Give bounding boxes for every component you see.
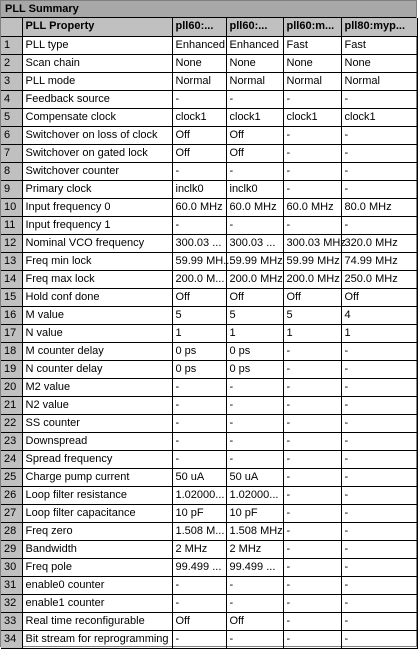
row-number[interactable]: 14	[1, 270, 22, 288]
pll1-value[interactable]: 300.03 ...	[172, 234, 226, 252]
pll2-value[interactable]: -	[226, 576, 283, 594]
table-row[interactable]	[1, 504, 417, 522]
pll4-value[interactable]: -	[341, 144, 417, 162]
pll3-value[interactable]: -	[283, 180, 341, 198]
property-name[interactable]: Spread frequency	[22, 450, 172, 468]
pll1-value[interactable]: 0 ps	[172, 342, 226, 360]
pll3-value[interactable]: 60.0 MHz	[283, 198, 341, 216]
pll2-value[interactable]: 0 ps	[226, 342, 283, 360]
pll1-value[interactable]: -	[172, 414, 226, 432]
pll4-value[interactable]: -	[341, 558, 417, 576]
table-row[interactable]	[1, 270, 417, 288]
column-header-pll1[interactable]: pll60:...	[172, 18, 226, 36]
pll4-value[interactable]: -	[341, 378, 417, 396]
pll2-value[interactable]: 10 pF	[226, 504, 283, 522]
pll3-value[interactable]: None	[283, 54, 341, 72]
pll2-value[interactable]: -	[226, 432, 283, 450]
property-name[interactable]: M counter delay	[22, 342, 172, 360]
pll1-value[interactable]: Off	[172, 126, 226, 144]
row-number[interactable]: 9	[1, 180, 22, 198]
pll2-value[interactable]: 200.0 MHz	[226, 270, 283, 288]
property-name[interactable]: enable0 counter	[22, 576, 172, 594]
pll4-value[interactable]: -	[341, 162, 417, 180]
property-name[interactable]: PLL type	[22, 36, 172, 54]
property-name[interactable]: SS counter	[22, 414, 172, 432]
table-row[interactable]	[1, 594, 417, 612]
pll1-value[interactable]: -	[172, 594, 226, 612]
pll2-value[interactable]: 50 uA	[226, 468, 283, 486]
table-row[interactable]	[1, 360, 417, 378]
row-number[interactable]: 25	[1, 468, 22, 486]
row-number[interactable]: 1	[1, 36, 22, 54]
pll3-value[interactable]: -	[283, 162, 341, 180]
pll2-value[interactable]: 1.02000...	[226, 486, 283, 504]
pll1-value[interactable]: -	[172, 216, 226, 234]
pll1-value[interactable]: -	[172, 90, 226, 108]
pll4-value[interactable]: -	[341, 468, 417, 486]
pll2-value[interactable]: clock1	[226, 108, 283, 126]
pll4-value[interactable]: Off	[341, 288, 417, 306]
pll3-value[interactable]: -	[283, 342, 341, 360]
pll2-value[interactable]: 1	[226, 324, 283, 342]
pll1-value[interactable]: -	[172, 450, 226, 468]
pll4-value[interactable]: None	[341, 54, 417, 72]
pll1-value[interactable]: 5	[172, 306, 226, 324]
row-number[interactable]: 19	[1, 360, 22, 378]
pll4-value[interactable]: 1	[341, 324, 417, 342]
pll1-value[interactable]: Enhanced	[172, 36, 226, 54]
row-number[interactable]: 7	[1, 144, 22, 162]
property-name[interactable]: Input frequency 1	[22, 216, 172, 234]
pll3-value[interactable]: -	[283, 432, 341, 450]
row-number[interactable]: 22	[1, 414, 22, 432]
pll2-value[interactable]: -	[226, 378, 283, 396]
pll3-value[interactable]: -	[283, 612, 341, 630]
pll4-value[interactable]: -	[341, 630, 417, 648]
pll2-value[interactable]: Off	[226, 144, 283, 162]
property-name[interactable]: Switchover counter	[22, 162, 172, 180]
pll1-value[interactable]: 200.0 M...	[172, 270, 226, 288]
row-number[interactable]: 33	[1, 612, 22, 630]
row-number[interactable]: 5	[1, 108, 22, 126]
pll3-value[interactable]: 200.0 MHz	[283, 270, 341, 288]
property-name[interactable]: Compensate clock	[22, 108, 172, 126]
row-number[interactable]: 34	[1, 630, 22, 648]
table-row[interactable]	[1, 144, 417, 162]
column-header-pll3[interactable]: pll60:m...	[283, 18, 341, 36]
pll1-value[interactable]: 60.0 MHz	[172, 198, 226, 216]
corner-header[interactable]	[1, 18, 22, 36]
pll2-value[interactable]: 99.499 ...	[226, 558, 283, 576]
pll2-value[interactable]: -	[226, 162, 283, 180]
pll4-value[interactable]: -	[341, 522, 417, 540]
table-row[interactable]	[1, 54, 417, 72]
row-number[interactable]: 8	[1, 162, 22, 180]
table-row[interactable]	[1, 324, 417, 342]
pll4-value[interactable]: -	[341, 594, 417, 612]
column-header-pll2[interactable]: pll60:...	[226, 18, 283, 36]
property-name[interactable]: Bit stream for reprogramming	[22, 630, 172, 648]
pll1-value[interactable]: 0 ps	[172, 360, 226, 378]
table-row[interactable]	[1, 108, 417, 126]
pll2-value[interactable]: Enhanced	[226, 36, 283, 54]
property-name[interactable]: Freq min lock	[22, 252, 172, 270]
table-row[interactable]	[1, 450, 417, 468]
row-number[interactable]: 27	[1, 504, 22, 522]
pll3-value[interactable]: -	[283, 378, 341, 396]
pll1-value[interactable]: 59.99 MH...	[172, 252, 226, 270]
panel-title: PLL Summary	[1, 1, 416, 18]
pll2-value[interactable]: 1.508 MHz	[226, 522, 283, 540]
pll4-value[interactable]: 4	[341, 306, 417, 324]
pll4-value[interactable]: -	[341, 576, 417, 594]
pll2-value[interactable]: Normal	[226, 72, 283, 90]
pll1-value[interactable]: Normal	[172, 72, 226, 90]
row-number[interactable]: 4	[1, 90, 22, 108]
property-name[interactable]: M value	[22, 306, 172, 324]
pll3-value[interactable]: 300.03 MHz	[283, 234, 341, 252]
table-row[interactable]	[1, 72, 417, 90]
pll3-value[interactable]: -	[283, 414, 341, 432]
pll3-value[interactable]: -	[283, 576, 341, 594]
row-number[interactable]: 6	[1, 126, 22, 144]
pll3-value[interactable]: -	[283, 360, 341, 378]
pll4-value[interactable]: -	[341, 612, 417, 630]
pll3-value[interactable]: -	[283, 486, 341, 504]
table-row[interactable]	[1, 486, 417, 504]
table-row[interactable]	[1, 576, 417, 594]
pll1-value[interactable]: 10 pF	[172, 504, 226, 522]
pll3-value[interactable]: -	[283, 540, 341, 558]
column-header-pll4[interactable]: pll80:myp...	[341, 18, 417, 36]
row-number[interactable]: 11	[1, 216, 22, 234]
table-row[interactable]	[1, 180, 417, 198]
table-row[interactable]	[1, 630, 417, 648]
property-name[interactable]: Input frequency 0	[22, 198, 172, 216]
pll4-value[interactable]: 320.0 MHz	[341, 234, 417, 252]
pll2-value[interactable]: Off	[226, 126, 283, 144]
row-number[interactable]: 16	[1, 306, 22, 324]
pll1-value[interactable]: 1.508 M...	[172, 522, 226, 540]
table-row[interactable]	[1, 396, 417, 414]
pll1-value[interactable]: 1	[172, 324, 226, 342]
pll3-value[interactable]: Off	[283, 288, 341, 306]
pll1-value[interactable]: 2 MHz	[172, 540, 226, 558]
property-name[interactable]: Charge pump current	[22, 468, 172, 486]
row-number[interactable]: 29	[1, 540, 22, 558]
property-name[interactable]: Freq zero	[22, 522, 172, 540]
pll3-value[interactable]: -	[283, 468, 341, 486]
pll3-value[interactable]: -	[283, 216, 341, 234]
pll3-value[interactable]: -	[283, 522, 341, 540]
row-number[interactable]: 30	[1, 558, 22, 576]
property-name[interactable]: Switchover on gated lock	[22, 144, 172, 162]
pll3-value[interactable]: -	[283, 630, 341, 648]
pll4-value[interactable]: -	[341, 180, 417, 198]
table-row[interactable]	[1, 126, 417, 144]
table-row[interactable]	[1, 414, 417, 432]
pll4-value[interactable]: 250.0 MHz	[341, 270, 417, 288]
pll2-value[interactable]: -	[226, 414, 283, 432]
pll2-value[interactable]: 59.99 MHz	[226, 252, 283, 270]
pll1-value[interactable]: -	[172, 378, 226, 396]
pll4-value[interactable]: -	[341, 360, 417, 378]
property-name[interactable]: Switchover on loss of clock	[22, 126, 172, 144]
row-number[interactable]: 18	[1, 342, 22, 360]
pll4-value[interactable]: Normal	[341, 72, 417, 90]
pll1-value[interactable]: 50 uA	[172, 468, 226, 486]
table-row[interactable]	[1, 522, 417, 540]
property-name[interactable]: Loop filter resistance	[22, 486, 172, 504]
table-row[interactable]	[1, 198, 417, 216]
pll1-value[interactable]: 99.499 ...	[172, 558, 226, 576]
pll2-value[interactable]: -	[226, 630, 283, 648]
pll2-value[interactable]: None	[226, 54, 283, 72]
property-name[interactable]: Bandwidth	[22, 540, 172, 558]
pll2-value[interactable]: 60.0 MHz	[226, 198, 283, 216]
pll1-value[interactable]: Off	[172, 612, 226, 630]
pll4-value[interactable]: -	[341, 342, 417, 360]
pll4-value[interactable]: Fast	[341, 36, 417, 54]
pll3-value[interactable]: -	[283, 558, 341, 576]
property-name[interactable]: Scan chain	[22, 54, 172, 72]
row-number[interactable]: 15	[1, 288, 22, 306]
pll1-value[interactable]: -	[172, 630, 226, 648]
pll2-value[interactable]: -	[226, 594, 283, 612]
pll3-value[interactable]: 59.99 MHz	[283, 252, 341, 270]
pll3-value[interactable]: -	[283, 504, 341, 522]
row-number[interactable]: 17	[1, 324, 22, 342]
pll3-value[interactable]: 5	[283, 306, 341, 324]
pll4-value[interactable]: -	[341, 216, 417, 234]
pll2-value[interactable]: Off	[226, 612, 283, 630]
property-name[interactable]: Freq pole	[22, 558, 172, 576]
row-number[interactable]: 13	[1, 252, 22, 270]
table-row[interactable]	[1, 288, 417, 306]
table-row[interactable]	[1, 234, 417, 252]
pll3-value[interactable]: clock1	[283, 108, 341, 126]
pll2-value[interactable]: 2 MHz	[226, 540, 283, 558]
pll-summary-table	[1, 18, 418, 649]
pll1-value[interactable]: Off	[172, 288, 226, 306]
pll1-value[interactable]: -	[172, 432, 226, 450]
pll1-value[interactable]: None	[172, 54, 226, 72]
pll1-value[interactable]: 1.02000...	[172, 486, 226, 504]
table-row[interactable]	[1, 612, 417, 630]
row-number[interactable]: 23	[1, 432, 22, 450]
table-row[interactable]	[1, 36, 417, 54]
property-name[interactable]: Loop filter capacitance	[22, 504, 172, 522]
property-name[interactable]: Feedback source	[22, 90, 172, 108]
pll4-value[interactable]: -	[341, 432, 417, 450]
pll3-value[interactable]: 1	[283, 324, 341, 342]
pll4-value[interactable]: clock1	[341, 108, 417, 126]
row-number[interactable]: 28	[1, 522, 22, 540]
header-row	[1, 18, 417, 36]
pll2-value[interactable]: -	[226, 90, 283, 108]
row-number[interactable]: 31	[1, 576, 22, 594]
pll1-value[interactable]: -	[172, 396, 226, 414]
row-number[interactable]: 20	[1, 378, 22, 396]
pll1-value[interactable]: inclk0	[172, 180, 226, 198]
row-number[interactable]: 24	[1, 450, 22, 468]
property-name[interactable]: Hold conf done	[22, 288, 172, 306]
table-row[interactable]	[1, 216, 417, 234]
pll4-value[interactable]: -	[341, 540, 417, 558]
pll4-value[interactable]: -	[341, 126, 417, 144]
pll4-value[interactable]: -	[341, 486, 417, 504]
table-row[interactable]	[1, 252, 417, 270]
property-name[interactable]: Primary clock	[22, 180, 172, 198]
pll2-value[interactable]: 300.03 ...	[226, 234, 283, 252]
pll2-value[interactable]: 0 ps	[226, 360, 283, 378]
pll4-value[interactable]: -	[341, 504, 417, 522]
pll1-value[interactable]: -	[172, 162, 226, 180]
table-row[interactable]	[1, 540, 417, 558]
row-number[interactable]: 26	[1, 486, 22, 504]
property-name[interactable]: N counter delay	[22, 360, 172, 378]
table-row[interactable]	[1, 378, 417, 396]
column-header-pll-property[interactable]: PLL Property	[22, 18, 172, 36]
pll3-value[interactable]: -	[283, 396, 341, 414]
property-name[interactable]: PLL mode	[22, 72, 172, 90]
row-number[interactable]: 2	[1, 54, 22, 72]
pll3-value[interactable]: -	[283, 126, 341, 144]
pll1-value[interactable]: clock1	[172, 108, 226, 126]
pll3-value[interactable]: -	[283, 594, 341, 612]
pll2-value[interactable]: -	[226, 450, 283, 468]
pll4-value[interactable]: -	[341, 414, 417, 432]
pll1-value[interactable]: -	[172, 576, 226, 594]
pll4-value[interactable]: -	[341, 396, 417, 414]
row-number[interactable]: 21	[1, 396, 22, 414]
table-row[interactable]	[1, 432, 417, 450]
pll4-value[interactable]: -	[341, 90, 417, 108]
property-name[interactable]: M2 value	[22, 378, 172, 396]
table-row[interactable]	[1, 162, 417, 180]
property-name[interactable]: N2 value	[22, 396, 172, 414]
table-row[interactable]	[1, 342, 417, 360]
property-name[interactable]: Real time reconfigurable	[22, 612, 172, 630]
table-row[interactable]	[1, 90, 417, 108]
property-name[interactable]: Nominal VCO frequency	[22, 234, 172, 252]
property-name[interactable]: enable1 counter	[22, 594, 172, 612]
row-number[interactable]: 10	[1, 198, 22, 216]
pll3-value[interactable]: -	[283, 450, 341, 468]
pll2-value[interactable]: Off	[226, 288, 283, 306]
table-row[interactable]	[1, 558, 417, 576]
table-body	[1, 36, 417, 648]
pll3-value[interactable]: -	[283, 144, 341, 162]
pll2-value[interactable]: 5	[226, 306, 283, 324]
row-number[interactable]: 12	[1, 234, 22, 252]
pll4-value[interactable]: 80.0 MHz	[341, 198, 417, 216]
pll3-value[interactable]: Normal	[283, 72, 341, 90]
pll3-value[interactable]: Fast	[283, 36, 341, 54]
pll2-value[interactable]: -	[226, 216, 283, 234]
property-name[interactable]: Freq max lock	[22, 270, 172, 288]
pll3-value[interactable]: -	[283, 90, 341, 108]
pll2-value[interactable]: -	[226, 396, 283, 414]
row-number[interactable]: 3	[1, 72, 22, 90]
table-row[interactable]	[1, 306, 417, 324]
pll4-value[interactable]: -	[341, 450, 417, 468]
table-row[interactable]	[1, 468, 417, 486]
property-name[interactable]: N value	[22, 324, 172, 342]
property-name[interactable]: Downspread	[22, 432, 172, 450]
row-number[interactable]: 32	[1, 594, 22, 612]
pll2-value[interactable]: inclk0	[226, 180, 283, 198]
pll4-value[interactable]: 74.99 MHz	[341, 252, 417, 270]
pll1-value[interactable]: Off	[172, 144, 226, 162]
